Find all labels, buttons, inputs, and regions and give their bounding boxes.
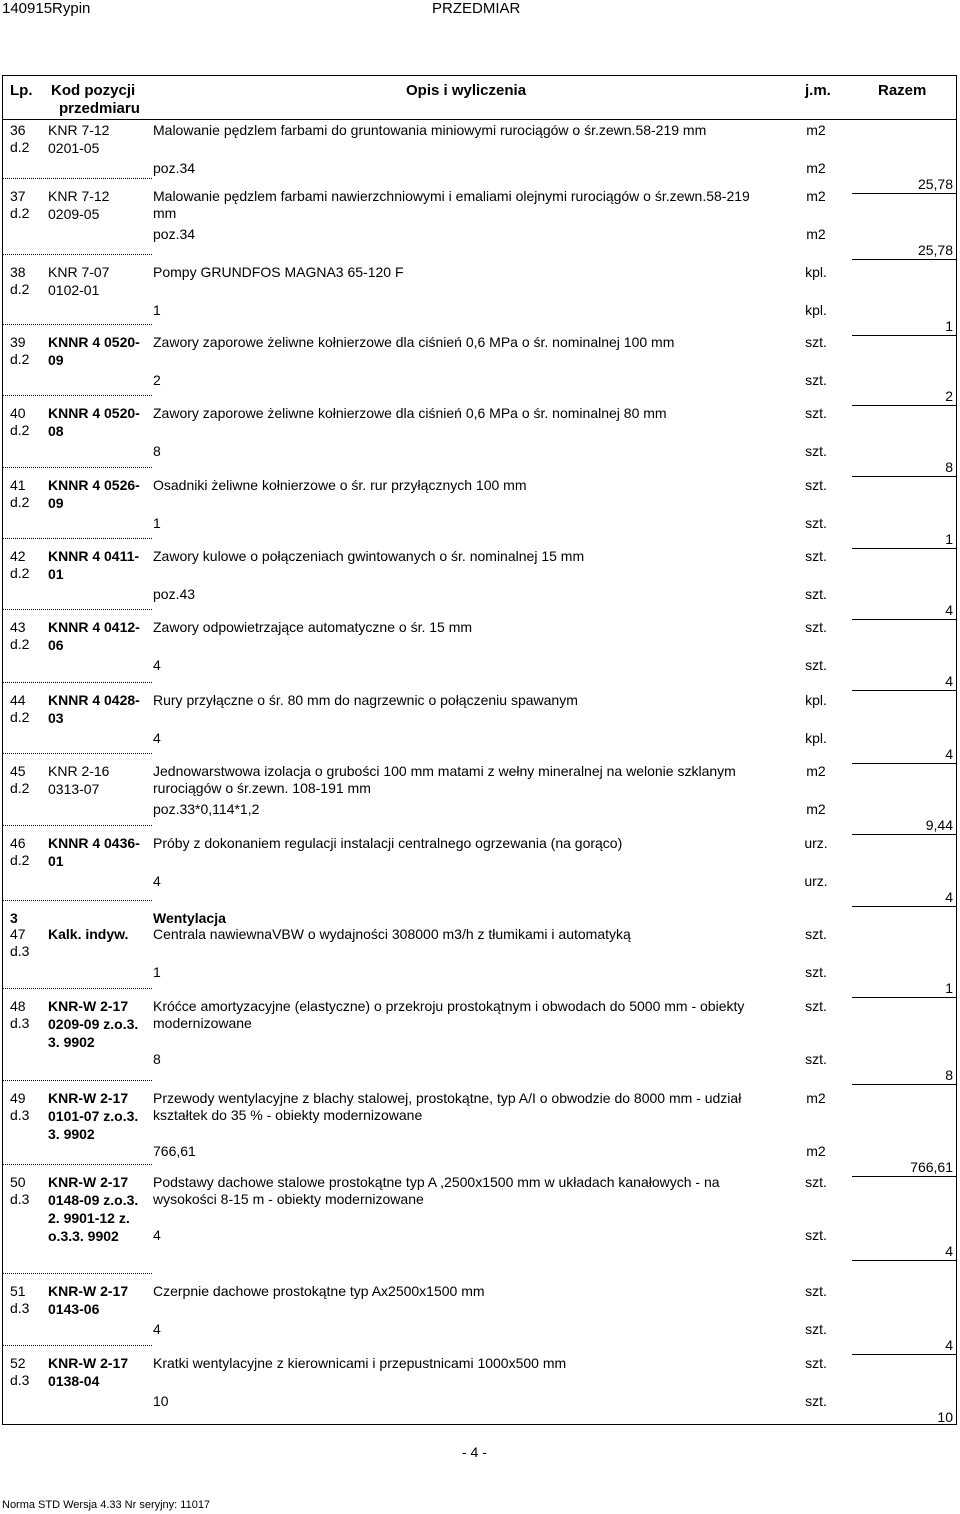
row-total-underline xyxy=(852,193,956,194)
row-lp-dept: d.3 xyxy=(10,1372,30,1388)
row-opis: Pompy GRUNDFOS MAGNA3 65-120 F xyxy=(153,264,404,280)
row-calc: 2 xyxy=(153,372,161,388)
table-top-border xyxy=(2,75,957,76)
row-lp: 51 xyxy=(10,1283,26,1299)
row-kod: KNR 2-16 xyxy=(48,763,110,779)
row-opis: Próby z dokonaniem regulacji instalacji centralnego ogrzewania (na gorąco) xyxy=(153,835,623,851)
row-kod: 09 xyxy=(48,495,64,511)
row-calc-jm: szt. xyxy=(805,1051,827,1067)
row-separator-lp xyxy=(2,467,152,468)
row-kod: 01 xyxy=(48,853,64,869)
col-header-kod-2: przedmiaru xyxy=(59,100,140,117)
row-total-underline xyxy=(852,763,956,764)
row-jm: szt. xyxy=(805,477,827,493)
row-separator-lp xyxy=(2,682,152,683)
row-calc: 8 xyxy=(153,1051,161,1067)
row-lp-dept: d.2 xyxy=(10,281,30,297)
row-razem: 8 xyxy=(945,1067,953,1083)
row-kod: 2. 9901-12 z. xyxy=(48,1210,130,1226)
row-jm: szt. xyxy=(805,619,827,635)
row-total-underline xyxy=(852,997,956,998)
row-kod: KNNR 4 0428- xyxy=(48,692,140,708)
row-calc: 4 xyxy=(153,1227,161,1243)
row-kod: 09 xyxy=(48,352,64,368)
row-jm: szt. xyxy=(805,1355,827,1371)
row-separator-lp xyxy=(2,395,152,396)
row-jm: szt. xyxy=(805,405,827,421)
row-kod: 0138-04 xyxy=(48,1373,100,1389)
row-kod: 3. 9902 xyxy=(48,1034,95,1050)
row-kod: KNR-W 2-17 xyxy=(48,1355,129,1371)
row-jm: szt. xyxy=(805,926,827,942)
row-lp: 47 xyxy=(10,926,26,942)
row-lp: 46 xyxy=(10,835,26,851)
row-razem: 25,78 xyxy=(917,176,953,192)
row-kod: KNNR 4 0520- xyxy=(48,405,140,421)
row-lp-dept: d.2 xyxy=(10,205,30,221)
row-calc: 10 xyxy=(153,1393,169,1409)
row-total-underline xyxy=(852,1084,956,1085)
row-razem: 4 xyxy=(945,1243,953,1259)
row-calc: 1 xyxy=(153,302,161,318)
row-calc: poz.33*0,114*1,2 xyxy=(153,801,260,817)
row-total-underline xyxy=(852,690,956,691)
row-kod: Kalk. indyw. xyxy=(48,926,129,942)
table-right-border xyxy=(956,75,957,1425)
row-jm: m2 xyxy=(806,1090,826,1106)
row-calc: poz.43 xyxy=(153,586,196,602)
row-lp: 52 xyxy=(10,1355,26,1371)
row-razem: 4 xyxy=(945,673,953,689)
row-total-underline xyxy=(852,1176,956,1177)
row-opis: Kratki wentylacyjne z kierownicami i przepustnicami 1000x500 mm xyxy=(153,1355,567,1371)
row-lp: 37 xyxy=(10,188,26,204)
row-calc-jm: m2 xyxy=(806,1143,826,1159)
row-separator-lp xyxy=(2,900,152,901)
row-lp: 50 xyxy=(10,1174,26,1190)
row-opis: Zawory zaporowe żeliwne kołnierzowe dla ciśnień 0,6 MPa o śr. nominalnej 100 mm xyxy=(153,334,675,350)
col-header-opis: Opis i wyliczenia xyxy=(406,82,527,99)
row-total-underline xyxy=(852,405,956,406)
row-opis: Jednowarstwowa izolacja o grubości 100 mm matami z wełny mineralnej na welonie szklanym rurociągów o śr.zewn. 108-191 mm xyxy=(153,763,736,796)
row-opis: Czerpnie dachowe prostokątne typ Ax2500x1500 mm xyxy=(153,1283,485,1299)
col-header-lp: Lp. xyxy=(10,82,33,99)
row-jm: szt. xyxy=(805,998,827,1014)
row-calc-jm: szt. xyxy=(805,1393,827,1409)
row-total-underline xyxy=(852,619,956,620)
row-lp-dept: d.2 xyxy=(10,494,30,510)
row-kod: 0209-09 z.o.3. xyxy=(48,1016,139,1032)
row-kod: 0102-01 xyxy=(48,282,100,298)
row-calc-jm: m2 xyxy=(806,226,826,242)
row-lp: 45 xyxy=(10,763,26,779)
row-lp: 39 xyxy=(10,334,26,350)
row-opis: Króćce amortyzacyjne (elastyczne) o przekroju prostokątnym i obwodach do 5000 mm - obiekty modernizowane xyxy=(153,998,745,1031)
row-kod: 01 xyxy=(48,566,64,582)
row-lp-dept: d.2 xyxy=(10,351,30,367)
row-lp: 49 xyxy=(10,1090,26,1106)
row-kod: 0209-05 xyxy=(48,206,100,222)
row-calc-jm: szt. xyxy=(805,1321,827,1337)
row-kod: 0143-06 xyxy=(48,1301,100,1317)
row-kod: KNNR 4 0411- xyxy=(48,548,140,564)
row-kod: KNR 7-12 xyxy=(48,188,110,204)
row-calc-jm: urz. xyxy=(804,873,828,889)
row-jm: szt. xyxy=(805,334,827,350)
row-kod: 3. 9902 xyxy=(48,1126,95,1142)
row-calc-jm: szt. xyxy=(805,443,827,459)
row-calc: poz.34 xyxy=(153,226,196,242)
row-jm: urz. xyxy=(804,835,828,851)
row-razem: 1 xyxy=(945,318,953,334)
row-razem: 8 xyxy=(945,459,953,475)
row-total-underline xyxy=(852,548,956,549)
row-separator-lp xyxy=(2,753,152,754)
row-calc-jm: kpl. xyxy=(805,302,827,318)
row-kod: 0101-07 z.o.3. xyxy=(48,1108,139,1124)
row-opis: Zawory odpowietrzające automatyczne o śr. 15 mm xyxy=(153,619,473,635)
row-lp-dept: d.2 xyxy=(10,565,30,581)
row-razem: 25,78 xyxy=(917,242,953,258)
col-header-jm: j.m. xyxy=(805,82,831,99)
row-calc-jm: szt. xyxy=(805,515,827,531)
row-lp: 43 xyxy=(10,619,26,635)
row-opis: Malowanie pędzlem farbami nawierzchniowymi i emaliami olejnymi rurociągów o śr.zewn.58-219 mm xyxy=(153,188,750,221)
row-opis: Osadniki żeliwne kołnierzowe o śr. rur przyłącznych 100 mm xyxy=(153,477,527,493)
row-kod: 08 xyxy=(48,423,64,439)
software-note: Norma STD Wersja 4.33 Nr seryjny: 11017 xyxy=(2,1499,211,1511)
row-calc-jm: szt. xyxy=(805,657,827,673)
row-razem: 4 xyxy=(945,1337,953,1353)
row-opis: Przewody wentylacyjne z blachy stalowej, prostokątne, typ A/I o obwodzie do 8000 mm - udział kształtek do 35 % - obiekty modernizowane xyxy=(153,1090,742,1123)
row-lp: 48 xyxy=(10,998,26,1014)
row-lp-dept: d.2 xyxy=(10,709,30,725)
row-calc: 4 xyxy=(153,873,161,889)
row-kod: KNR-W 2-17 xyxy=(48,998,129,1014)
row-total-underline xyxy=(852,259,956,260)
row-calc: 4 xyxy=(153,730,161,746)
row-kod: 0148-09 z.o.3. xyxy=(48,1192,139,1208)
row-razem: 4 xyxy=(945,889,953,905)
row-calc-jm: kpl. xyxy=(805,730,827,746)
row-calc: 1 xyxy=(153,515,161,531)
row-lp-dept: d.3 xyxy=(10,1191,30,1207)
row-separator-lp xyxy=(2,988,152,989)
row-razem: 4 xyxy=(945,746,953,762)
row-kod: KNR-W 2-17 xyxy=(48,1174,129,1190)
row-jm: kpl. xyxy=(805,264,827,280)
row-razem: 10 xyxy=(937,1409,953,1425)
header-separator xyxy=(2,119,957,120)
row-kod: KNNR 4 0412- xyxy=(48,619,140,635)
row-calc: 4 xyxy=(153,657,161,673)
row-lp-dept: d.3 xyxy=(10,943,30,959)
row-kod: o.3.3. 9902 xyxy=(48,1228,119,1244)
row-separator-lp xyxy=(2,1273,152,1274)
row-separator-lp xyxy=(2,825,152,826)
row-lp-dept: d.2 xyxy=(10,852,30,868)
row-opis: Zawory zaporowe żeliwne kołnierzowe dla ciśnień 0,6 MPa o śr. nominalnej 80 mm xyxy=(153,405,667,421)
row-kod: KNR-W 2-17 xyxy=(48,1283,129,1299)
row-jm: m2 xyxy=(806,122,826,138)
row-kod: KNNR 4 0436- xyxy=(48,835,140,851)
row-razem: 9,44 xyxy=(925,817,953,833)
row-lp-dept: d.2 xyxy=(10,139,30,155)
row-calc-jm: szt. xyxy=(805,586,827,602)
row-separator-lp xyxy=(2,538,152,539)
section-number: 3 xyxy=(10,910,18,926)
row-separator-lp xyxy=(2,1345,152,1346)
row-kod: KNR-W 2-17 xyxy=(48,1090,129,1106)
row-separator-lp xyxy=(2,178,152,179)
document-file-title: 140915Rypin xyxy=(2,0,91,17)
row-jm: m2 xyxy=(806,763,826,779)
document-header-title: PRZEDMIAR xyxy=(432,0,521,17)
row-kod: 0201-05 xyxy=(48,140,100,156)
row-opis: Malowanie pędzlem farbami do gruntowania miniowymi rurociągów o śr.zewn.58-219 mm xyxy=(153,122,707,138)
row-jm: kpl. xyxy=(805,692,827,708)
row-calc-jm: m2 xyxy=(806,801,826,817)
row-kod: KNR 7-07 xyxy=(48,264,110,280)
row-lp: 36 xyxy=(10,122,26,138)
row-total-underline xyxy=(852,906,956,907)
row-jm: szt. xyxy=(805,548,827,564)
row-calc-jm: szt. xyxy=(805,1227,827,1243)
row-calc: 4 xyxy=(153,1321,161,1337)
row-kod: KNNR 4 0520- xyxy=(48,334,140,350)
row-razem: 1 xyxy=(945,980,953,996)
col-header-kod: Kod pozycji xyxy=(51,82,136,99)
row-separator-lp xyxy=(2,324,152,325)
row-calc: 8 xyxy=(153,443,161,459)
row-kod: 06 xyxy=(48,637,64,653)
row-opis: Rury przyłączne o śr. 80 mm do nagrzewnic o połączeniu spawanym xyxy=(153,692,578,708)
table-bottom-border xyxy=(2,1424,957,1425)
row-separator-lp xyxy=(2,1164,152,1165)
row-lp: 38 xyxy=(10,264,26,280)
row-total-underline xyxy=(852,1260,956,1261)
row-total-underline xyxy=(852,1354,956,1355)
row-kod: KNR 7-12 xyxy=(48,122,110,138)
row-jm: szt. xyxy=(805,1283,827,1299)
row-separator-lp xyxy=(2,1080,152,1081)
row-lp-dept: d.2 xyxy=(10,780,30,796)
row-kod: KNNR 4 0526- xyxy=(48,477,140,493)
row-razem: 766,61 xyxy=(910,1159,953,1175)
row-total-underline xyxy=(852,476,956,477)
col-header-razem: Razem xyxy=(878,82,927,99)
row-jm: szt. xyxy=(805,1174,827,1190)
row-calc: 766,61 xyxy=(153,1143,196,1159)
row-jm: m2 xyxy=(806,188,826,204)
section-title: Wentylacja xyxy=(153,910,226,926)
row-calc-jm: szt. xyxy=(805,964,827,980)
row-calc-jm: szt. xyxy=(805,372,827,388)
row-opis: Centrala nawiewnaVBW o wydajności 308000 m3/h z tłumikami i automatyką xyxy=(153,926,631,942)
row-lp-dept: d.3 xyxy=(10,1300,30,1316)
table-left-border xyxy=(2,75,3,1425)
row-calc: 1 xyxy=(153,964,161,980)
row-razem: 4 xyxy=(945,602,953,618)
row-kod: 03 xyxy=(48,710,64,726)
row-razem: 2 xyxy=(945,388,953,404)
row-separator-lp xyxy=(2,609,152,610)
row-calc-jm: m2 xyxy=(806,160,826,176)
row-opis: Podstawy dachowe stalowe prostokątne typ A ,2500x1500 mm w układach kanałowych - na wysokości 8-15 m - obiekty modernizowane xyxy=(153,1174,720,1207)
page-number: - 4 - xyxy=(462,1444,487,1460)
row-kod: 0313-07 xyxy=(48,781,100,797)
row-lp-dept: d.2 xyxy=(10,422,30,438)
row-calc: poz.34 xyxy=(153,160,196,176)
row-lp: 42 xyxy=(10,548,26,564)
row-lp: 44 xyxy=(10,692,26,708)
row-razem: 1 xyxy=(945,531,953,547)
row-total-underline xyxy=(852,834,956,835)
row-lp: 40 xyxy=(10,405,26,421)
row-lp-dept: d.3 xyxy=(10,1107,30,1123)
row-separator-lp xyxy=(2,254,152,255)
row-total-underline xyxy=(852,335,956,336)
row-lp-dept: d.3 xyxy=(10,1015,30,1031)
row-lp-dept: d.2 xyxy=(10,636,30,652)
row-opis: Zawory kulowe o połączeniach gwintowanych o śr. nominalnej 15 mm xyxy=(153,548,585,564)
row-lp: 41 xyxy=(10,477,26,493)
